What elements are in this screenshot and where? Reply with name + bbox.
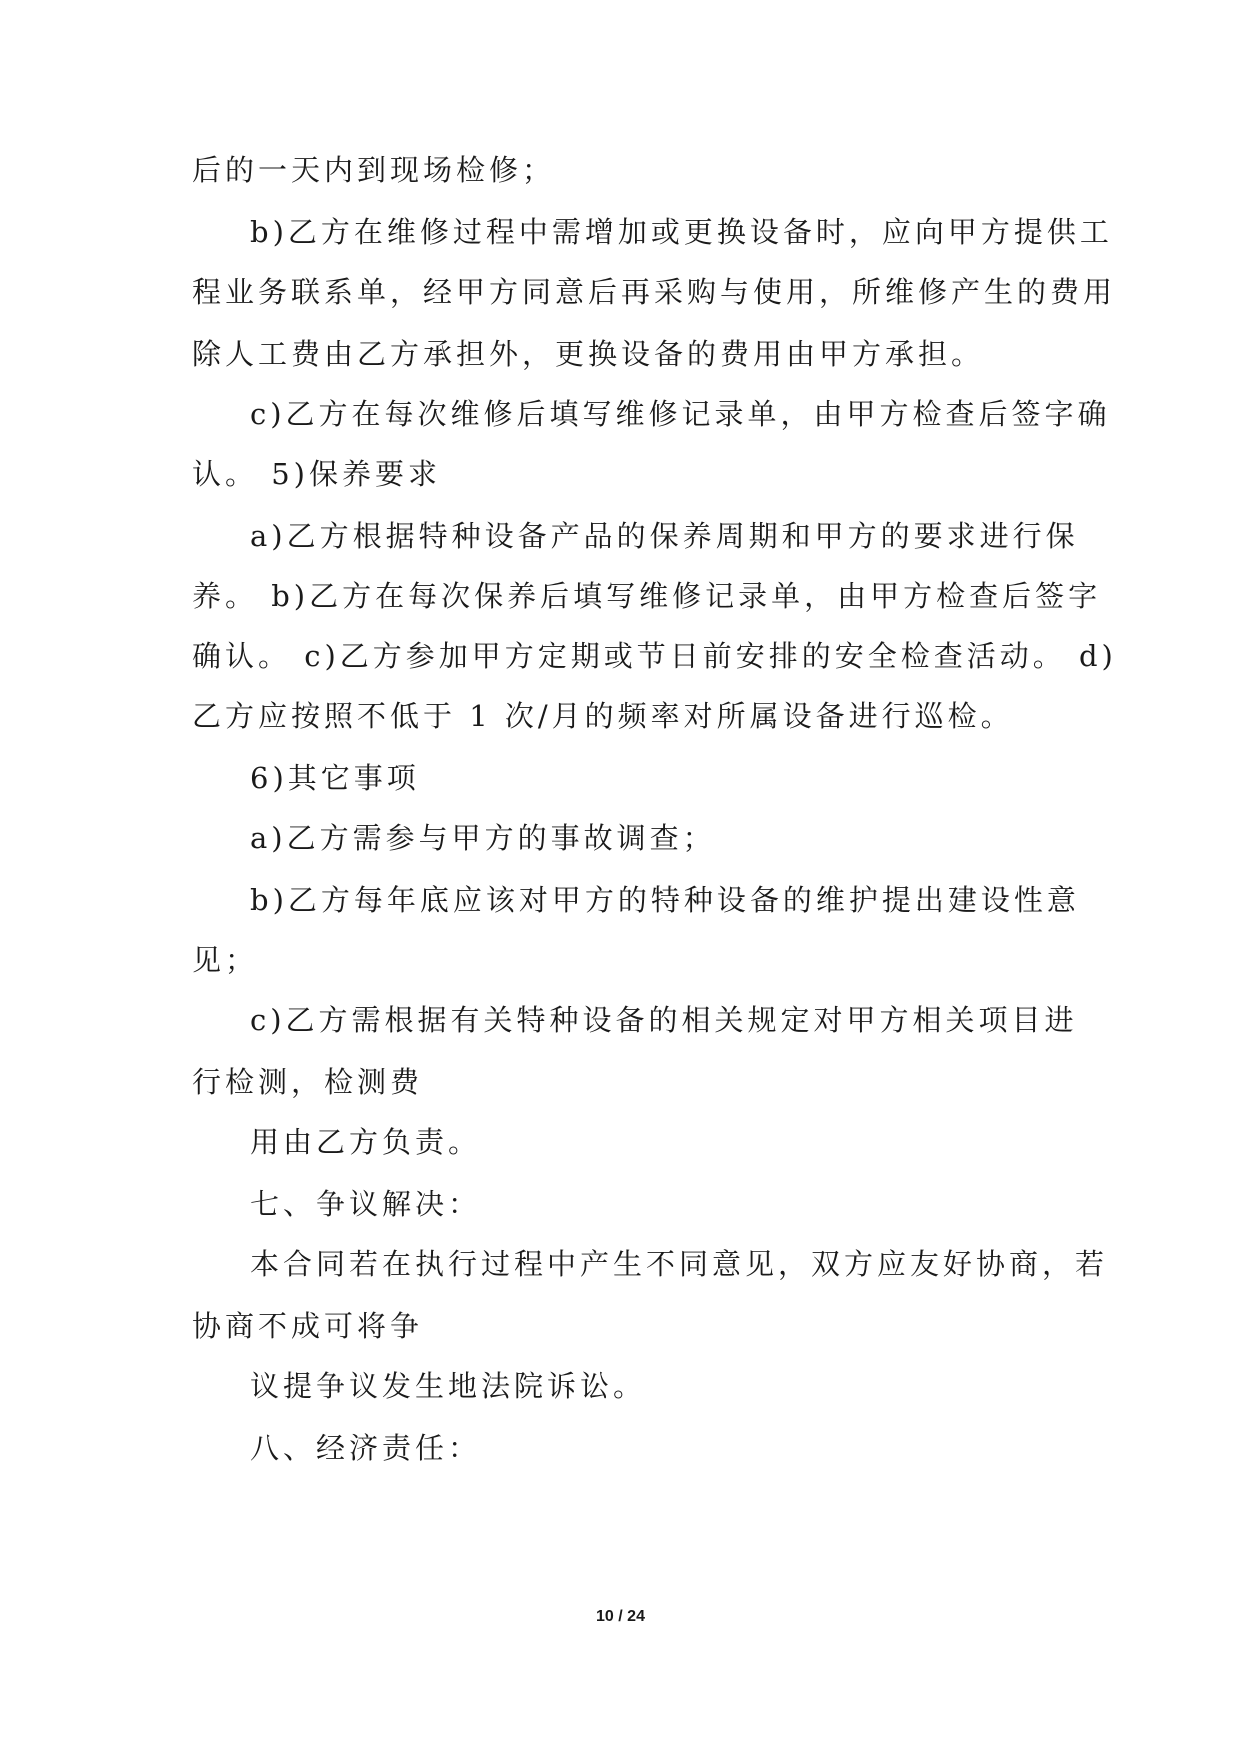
section-heading: 八、经济责任： — [250, 1431, 482, 1465]
text-line: 见； — [192, 943, 259, 977]
text-line: 6)其它事项 — [250, 761, 420, 795]
text-line: 乙方应按照不低于 1 次/月的频率对所属设备进行巡检。 — [192, 699, 1014, 733]
text-line: 行检测，检测费 — [192, 1065, 424, 1099]
text-line: 养。 b)乙方在每次保养后填写维修记录单，由甲方检查后签字 — [192, 579, 1102, 613]
text-line: c)乙方在每次维修后填写维修记录单，由甲方检查后签字确 — [250, 397, 1111, 431]
text-line: 确认。 c)乙方参加甲方定期或节日前安排的安全检查活动。 d) — [192, 639, 1117, 673]
text-line: b)乙方在维修过程中需增加或更换设备时，应向甲方提供工 — [250, 215, 1113, 249]
page-number: 10 / 24 — [596, 1608, 645, 1625]
text-line: 议提争议发生地法院诉讼。 — [250, 1369, 647, 1403]
text-line: 本合同若在执行过程中产生不同意见，双方应友好协商，若 — [250, 1247, 1109, 1281]
text-line: 后的一天内到现场检修； — [192, 153, 556, 187]
text-line: 除人工费由乙方承担外，更换设备的费用由甲方承担。 — [192, 337, 985, 371]
text-line: b)乙方每年底应该对甲方的特种设备的维护提出建设性意 — [250, 883, 1080, 917]
text-line: a)乙方需参与甲方的事故调查； — [250, 821, 716, 855]
text-line: 用由乙方负责。 — [250, 1125, 482, 1159]
section-heading: 七、争议解决： — [250, 1187, 482, 1221]
text-line: 协商不成可将争 — [192, 1309, 424, 1343]
text-line: 认。 5)保养要求 — [192, 457, 441, 491]
text-line: 程业务联系单，经甲方同意后再采购与使用，所维修产生的费用 — [192, 275, 1117, 309]
text-line: a)乙方根据特种设备产品的保养周期和甲方的要求进行保 — [250, 519, 1079, 553]
text-line: c)乙方需根据有关特种设备的相关规定对甲方相关项目进 — [250, 1003, 1078, 1037]
